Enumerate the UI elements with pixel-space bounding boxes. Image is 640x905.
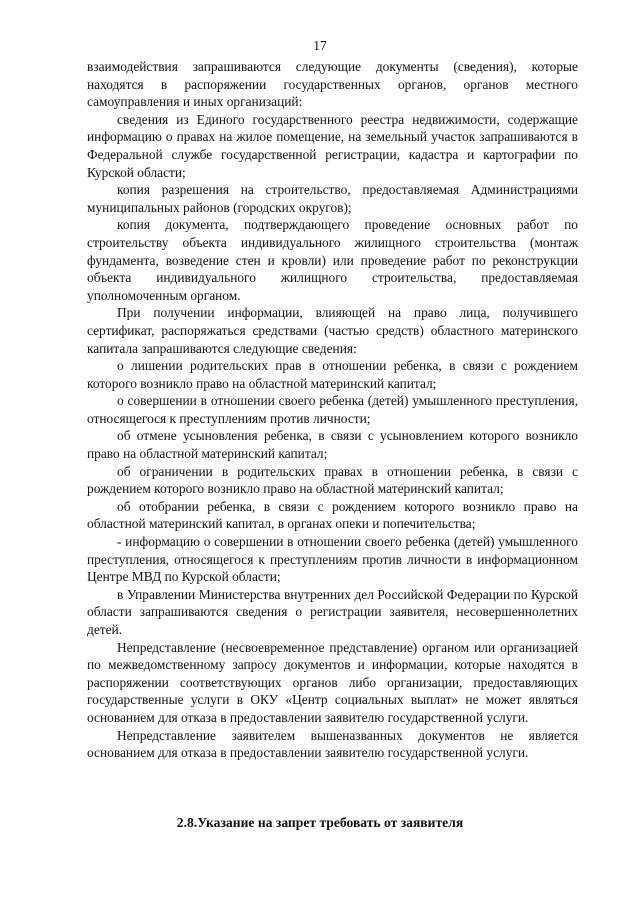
page-number: 17 (313, 38, 327, 53)
paragraph-mvd-info-center: - информацию о совершении в отношении своего ребенка (детей) умышленного преступления, относящегося к преступлениям против личности в информационном Центре МВД по Курской области; (87, 534, 578, 585)
paragraph-parental-rights-limitation: об ограничении в родительских правах в отношении ребенка, в связи с рождением которого возникло право на областной материнский капитал; (87, 463, 578, 497)
document-body (87, 58, 578, 762)
paragraph-mvd-registration: в Управлении Министерства внутренних дел Российской Федерации по Курской области запрашиваются сведения о регистрации заявителя, несовершеннолетних детей. (87, 586, 578, 637)
paragraph-building-permit: копия разрешения на строительство, предоставляемая Администрациями муниципальных районов (городских округов); (87, 182, 578, 215)
paragraph-parental-rights-deprivation: о лишении родительских прав в отношении ребенка, в связи с рождением которого возникло право на областной материнский капитал; (87, 358, 578, 391)
paragraph-interagency-intro: взаимодействия запрашиваются следующие документы (сведения), которые находятся в распоряжении государственных органов, органов местного самоуправления и иных организаций: (87, 59, 578, 110)
paragraph-construction-works: копия документа, подтверждающего проведение основных работ по строительству объекта индивидуального жилищного строительства (монтаж фундамента, возведение стен и кровли) или проведение работ по реконструкции объекта индивидуального жилищного строительства, предоставляемая уполномоченным органом. (87, 217, 578, 303)
section-heading: 2.8.Указание на запрет требовать от заявителя (176, 815, 464, 830)
paragraph-egrn-info: сведения из Единого государственного реестра недвижимости, содержащие информацию о правах на жилое помещение, на земельный участок запрашиваются в Федеральной службе государственной регистрации, кадастра и картографии по Курской области; (87, 111, 578, 180)
paragraph-capital-info-intro: При получении информации, влияющей на право лица, получившего сертификат, распоряжаться средствами (частью средств) областного материнского капитала запрашиваются следующие сведения: (87, 305, 578, 356)
paragraph-crime-against-child: о совершении в отношении своего ребенка (детей) умышленного преступления, относящегося к преступлениям против личности; (87, 393, 578, 426)
paragraph-non-submission-by-applicant: Непредставление заявителем вышеназванных документов не является основанием для отказа в предоставлении заявителю государственной услуги. (87, 727, 578, 761)
paragraph-adoption-cancellation: об отмене усыновления ребенка, в связи с усыновлением которого возникло право на областной материнский капитал; (87, 428, 578, 462)
paragraph-child-removal: об отобрании ребенка, в связи с рождением которого возникло право на областной материнский капитал, в органах опеки и попечительства; (87, 498, 578, 532)
paragraph-non-submission-by-organ: Непредставление (несвоевременное представление) органом или организацией по межведомственному запросу документов и информации, которые находятся в распоряжении соответствующих органов либо организации, предоставляющих государственные услуги в ОКУ «Центр социальных выплат» не может являться основанием для отказа в предоставлении заявителю государственной услуги. (87, 639, 578, 725)
